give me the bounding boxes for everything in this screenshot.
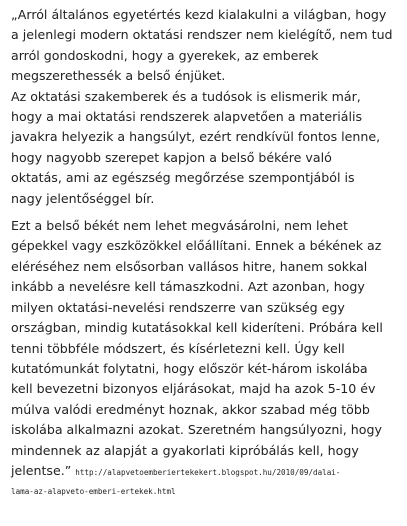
text-line: „Arról általános egyetértés kezd kialakulni a világban, hogy (11, 7, 387, 22)
source-url: http://alapvetoemberiertekekert.blogspot.hu/2010/09/dalai- (75, 467, 341, 477)
last-line (11, 461, 401, 483)
text-line: milyen oktatási-nevelési rendszerre van szükség egy (11, 299, 345, 315)
text-line: hogy nagyobb szerepet kapjon a belső békére való (11, 149, 332, 165)
text-line: a jelenlegi modern oktatási rendszer nem kielégítő, nem tud (11, 27, 393, 43)
text-line: inkább a nevelésre kell támaszkodni. Azt azonban, hogy (11, 279, 365, 295)
text-line: javakra helyezik a hangsúlyt, ezért rendkívül fontos lenne, (11, 129, 381, 145)
text-line: Ezt a belső békét nem lehet megvásárolni, nem lehet (11, 218, 348, 234)
text-line: tenni többféle módszert, és kísérletezni kell. Úgy kell (11, 340, 345, 356)
text-line: hogy a mai oktatási rendszerek alapvetően a materiális (11, 109, 363, 125)
article-body (11, 5, 401, 499)
text-line: nagy jelentőséggel bír. (11, 190, 155, 206)
text-line: országban, mindig kutatásokkal kell kideríteni. Próbára kell (11, 320, 383, 336)
text-line: múlva valódi eredményt hoznak, akkor szabad még több (11, 401, 370, 417)
text-line: arról gondoskodni, hogy a gyerekek, az emberek (11, 47, 319, 63)
closing-text: jelentse.” (11, 462, 72, 478)
text-line: iskolába alkalmazni azokat. Szeretném hangsúlyozni, hogy (11, 422, 382, 438)
text-line: Az oktatási szakemberek és a tudósok is elismerik már, (11, 88, 361, 104)
text-line: megszerethessék a belső énjüket. (11, 68, 226, 84)
text-line: kell bevezetni bizonyos eljárásokat, majd ha azok 5-10 év (11, 381, 376, 397)
paragraph-1 (11, 5, 401, 209)
source-url-continuation: lama-az-alapveto-emberi-ertekek.html (11, 487, 176, 497)
text-line: oktatás, ami az egészség megőrzése szempontjából is (11, 170, 355, 186)
text-line: gépekkel vagy eszközökkel előállítani. Ennek a békének az (11, 238, 382, 254)
paragraph-2 (11, 216, 401, 499)
text-line: eléréséhez nem elsősorban vallásos hitre, hanem sokkal (11, 258, 368, 274)
text-line: mindennek az alapját a gyakorlati kipróbálás kell, hogy (11, 442, 359, 458)
text-line: kutatómunkát folytatni, hogy először két-három iskolába (11, 360, 368, 376)
